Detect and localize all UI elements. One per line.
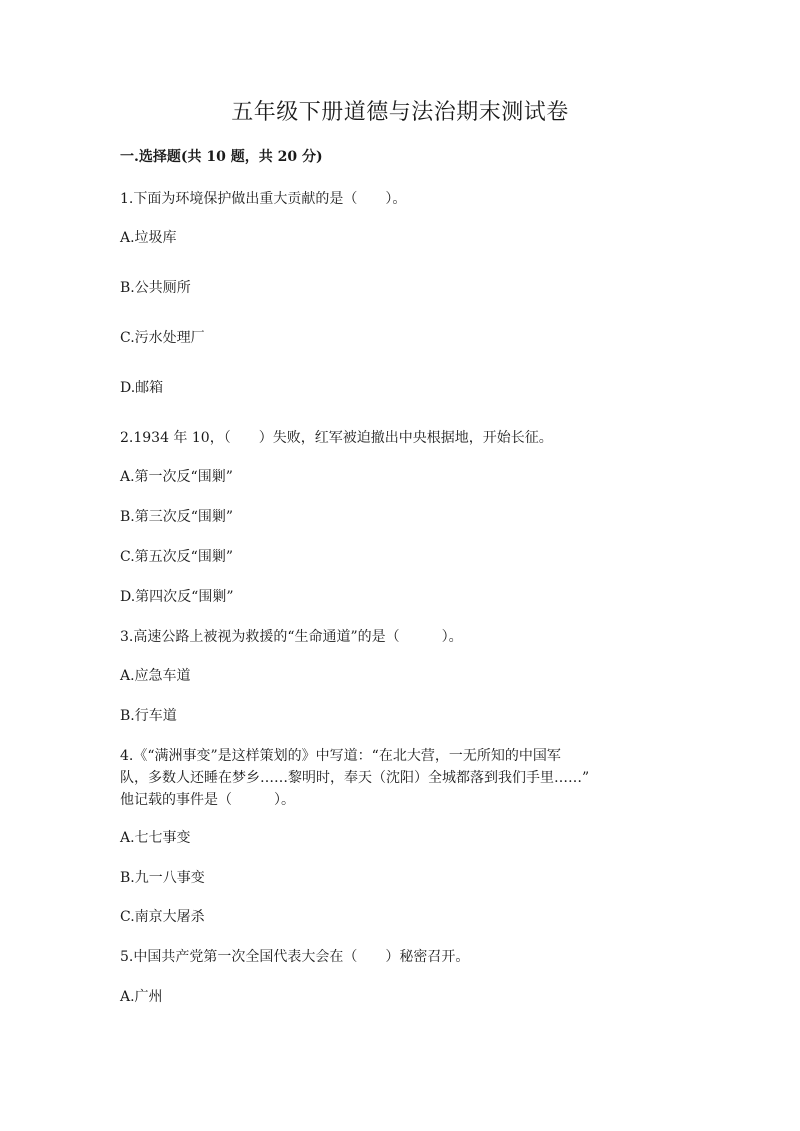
question-5-option-a: A.广州 (120, 989, 163, 1005)
question-1-option-d: D.邮箱 (120, 380, 164, 396)
question-2-option-b: B.第三次反“围剿” (120, 509, 234, 525)
question-1-stem: 1.下面为环境保护做出重大贡献的是（ ）。 (120, 191, 407, 207)
question-4-stem-line-3: 他记载的事件是（ ）。 (120, 792, 295, 808)
section-heading: 一.选择题(共 10 题，共 20 分) (120, 149, 323, 165)
question-4-option-c: C.南京大屠杀 (120, 909, 205, 925)
question-2-stem: 2.1934 年 10，（ ）失败，红军被迫撤出中央根据地，开始长征。 (120, 430, 553, 446)
question-1-option-a: A.垃圾库 (120, 230, 177, 246)
question-3-stem: 3.高速公路上被视为救援的“生命通道”的是（ ）。 (120, 629, 463, 645)
question-2-option-a: A.第一次反“围剿” (120, 469, 233, 485)
question-4-stem-line-2: 队，多数人还睡在梦乡……黎明时，奉天（沈阳）全城都落到我们手里……” (120, 770, 590, 786)
question-3-option-a: A.应急车道 (120, 668, 191, 684)
question-2-option-c: C.第五次反“围剿” (120, 549, 233, 565)
question-4-option-b: B.九一八事变 (120, 870, 205, 886)
question-4-stem-line-1: 4.《“满洲事变”是这样策划的》中写道：“在北大营，一无所知的中国军 (120, 748, 561, 764)
question-1-option-c: C.污水处理厂 (120, 330, 205, 346)
question-1-option-b: B.公共厕所 (120, 280, 191, 296)
question-5-stem: 5.中国共产党第一次全国代表大会在（ ）秘密召开。 (120, 949, 470, 965)
question-4-option-a: A.七七事变 (120, 830, 191, 846)
question-3-option-b: B.行车道 (120, 708, 177, 724)
question-2-option-d: D.第四次反“围剿” (120, 589, 234, 605)
exam-title: 五年级下册道德与法治期末测试卷 (231, 100, 569, 125)
